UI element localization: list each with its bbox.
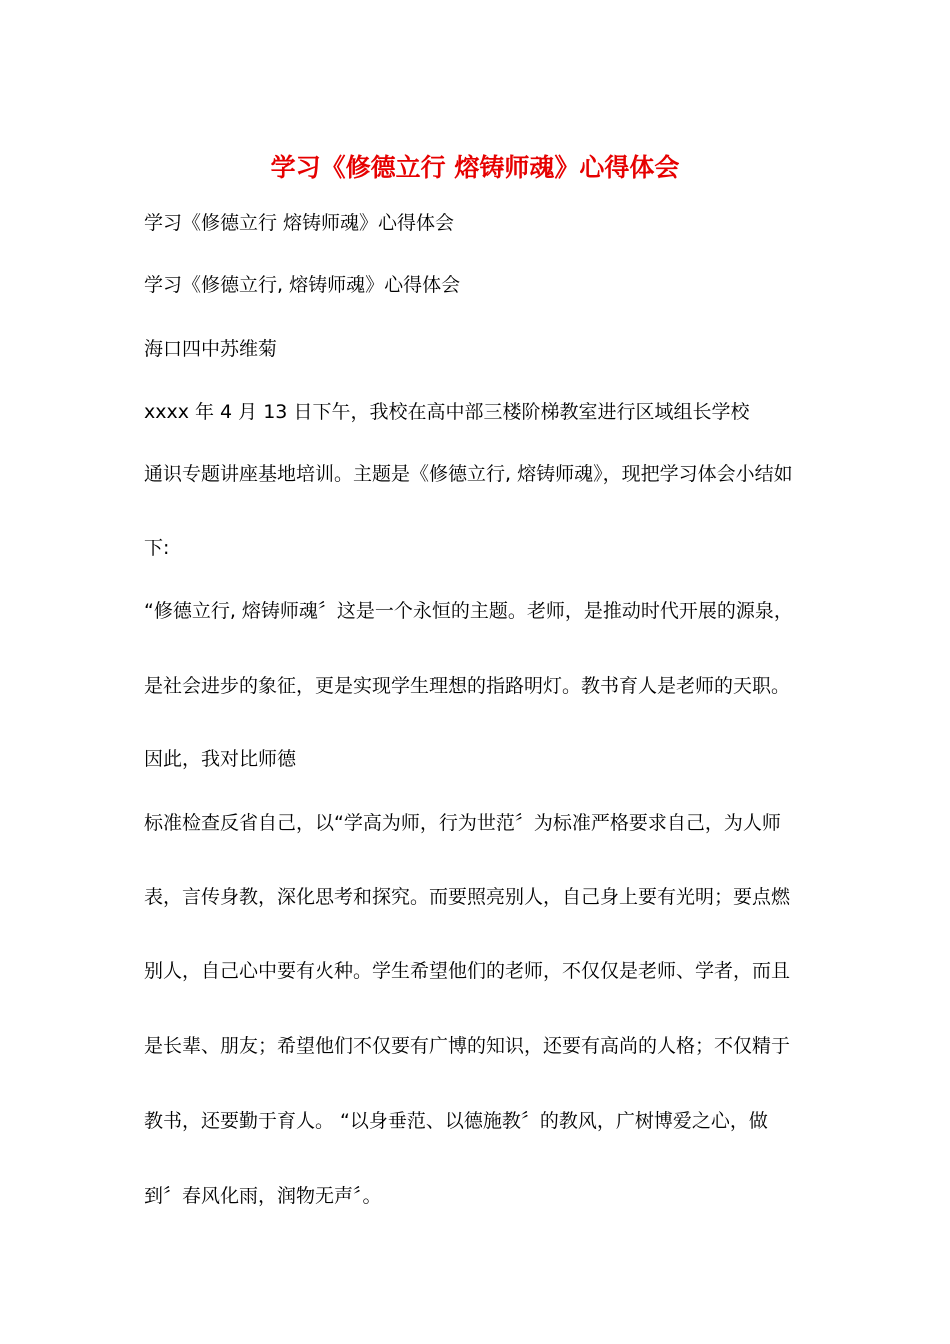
paragraph-line: 别人，自己心中要有火种。学生希望他们的老师，不仅仅是老师、学者，而且 <box>144 960 791 982</box>
paragraph-line: “修德立行, 熔铸师魂〞这是一个永恒的主题。老师，是推动时代开展的源泉， <box>144 600 793 622</box>
paragraph-line: 因此，我对比师德 <box>144 748 297 770</box>
paragraph-line: 教书，还要勤于育人。 “以身垂范、以德施教〞的教风，广树博爱之心，做 <box>144 1110 768 1132</box>
subtitle-line: 学习《修德立行 熔铸师魂》心得体会 <box>144 212 455 234</box>
paragraph-line: 下: <box>144 537 170 559</box>
paragraph-line: xxxx 年 4 月 13 日下午，我校在高中部三楼阶梯教室进行区域组长学校 <box>144 401 750 423</box>
paragraph-line: 到〞春风化雨，润物无声〞。 <box>144 1185 382 1207</box>
paragraph-line: 是社会进步的象征，更是实现学生理想的指路明灯。教书育人是老师的天职。 <box>144 675 791 697</box>
author-line: 海口四中苏维菊 <box>144 338 278 360</box>
document-title: 学习《修德立行 熔铸师魂》心得体会 <box>270 153 680 182</box>
paragraph-line: 是长辈、朋友；希望他们不仅要有广博的知识，还要有高尚的人格；不仅精于 <box>144 1035 791 1057</box>
paragraph-line: 表，言传身教，深化思考和探究。而要照亮别人，自己身上要有光明；要点燃 <box>144 886 791 908</box>
paragraph-line: 标准检查反省自己，以“学高为师，行为世范〞为标准严格要求自己，为人师 <box>144 812 781 834</box>
subtitle-line-2: 学习《修德立行, 熔铸师魂》心得体会 <box>144 274 461 296</box>
paragraph-line: 通识专题讲座基地培训。主题是《修德立行, 熔铸师魂》，现把学习体会小结如 <box>144 463 793 485</box>
